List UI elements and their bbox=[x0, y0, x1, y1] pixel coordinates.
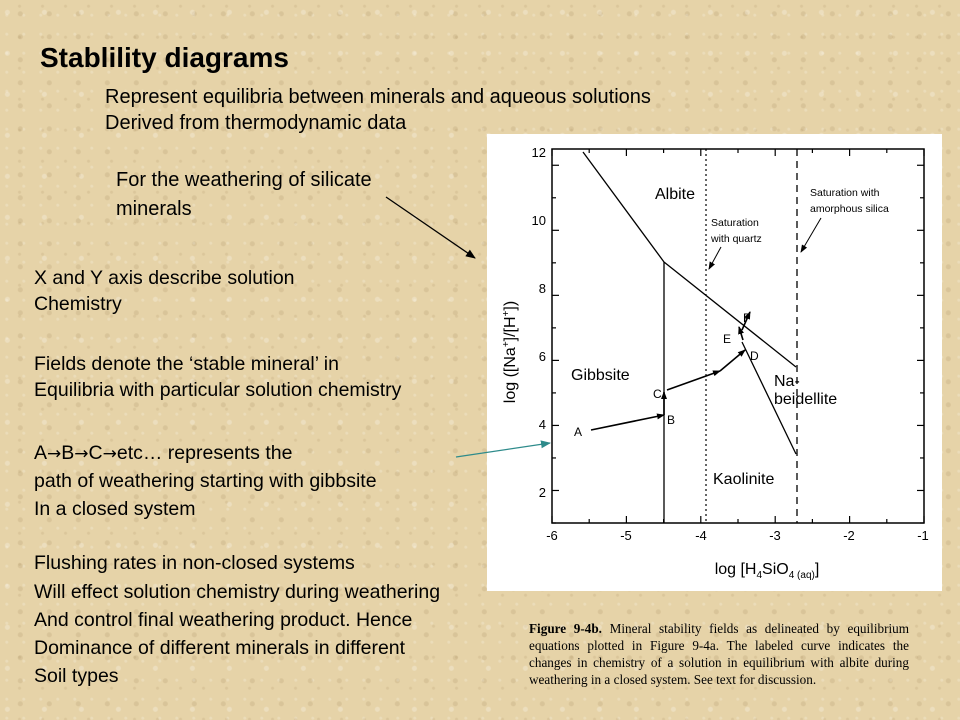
path-pointer-arrow bbox=[456, 443, 550, 457]
ylabel-sup1: + bbox=[501, 341, 512, 348]
fields-line-2: Equilibria with particular solution chemistry bbox=[34, 379, 402, 401]
path-point-a: A bbox=[574, 425, 583, 439]
ylabel-sup2: + bbox=[501, 310, 512, 317]
beidellite-label: beidellite bbox=[774, 391, 838, 408]
y-tick-label: 2 bbox=[538, 485, 546, 500]
x-tick-label: -1 bbox=[917, 528, 929, 543]
y-tick-label: 6 bbox=[538, 349, 546, 364]
x-tick-label: -5 bbox=[620, 528, 632, 543]
xlabel-end: ] bbox=[814, 561, 820, 578]
flush-line-5: Soil types bbox=[34, 665, 119, 687]
fields-line-1: Fields denote the ‘stable mineral’ in bbox=[34, 353, 339, 375]
subtitle-line-1: Represent equilibria between minerals and aqueous solutions bbox=[105, 86, 651, 108]
y-tick-label: 12 bbox=[531, 145, 546, 160]
xlabel-main: log [H bbox=[714, 561, 757, 578]
path-suffix: etc… represents the bbox=[116, 442, 293, 464]
ylabel-end: ]) bbox=[502, 300, 519, 311]
path-line-2: path of weathering starting with gibbsite bbox=[34, 470, 377, 492]
silicate-line-1: For the weathering of silicate bbox=[116, 169, 372, 191]
flush-line-3: And control final weathering product. Hence bbox=[34, 609, 413, 631]
right-arrow-icon: → bbox=[47, 444, 62, 464]
gibbsite-label: Gibbsite bbox=[571, 367, 630, 384]
y-tick-label: 8 bbox=[538, 281, 546, 296]
kaolinite-label: Kaolinite bbox=[713, 471, 775, 488]
xlabel-mid: SiO bbox=[762, 561, 789, 578]
flush-line-1: Flushing rates in non-closed systems bbox=[34, 552, 355, 574]
path-line-3: In a closed system bbox=[34, 498, 196, 520]
flush-line-4: Dominance of different minerals in different bbox=[34, 637, 406, 659]
na-label: Na- bbox=[774, 373, 800, 390]
albite-label: Albite bbox=[655, 186, 696, 203]
path-letter-a: A bbox=[34, 442, 48, 464]
xy-line-2: Chemistry bbox=[34, 293, 122, 315]
amorph-label-2: amorphous silica bbox=[810, 203, 889, 215]
path-point-e: E bbox=[723, 332, 732, 346]
path-point-f: F bbox=[743, 311, 751, 325]
y-tick-label: 10 bbox=[531, 213, 546, 228]
slide-title: Stablility diagrams bbox=[40, 42, 289, 73]
xlabel-sub1: 4 bbox=[756, 570, 763, 581]
path-point-c: C bbox=[653, 387, 662, 401]
xy-line-1: X and Y axis describe solution bbox=[34, 267, 295, 289]
x-tick-label: -6 bbox=[546, 528, 558, 543]
silicate-pointer-arrow bbox=[386, 197, 475, 258]
y-tick-label: 4 bbox=[538, 417, 546, 432]
right-arrow-icon: → bbox=[102, 444, 117, 464]
ylabel-main: log ([Na bbox=[502, 347, 519, 404]
path-letter-b: B bbox=[61, 442, 75, 464]
silicate-line-2: minerals bbox=[116, 198, 192, 220]
ylabel-mid: ]/[H bbox=[502, 316, 519, 342]
caption-label: Figure 9-4b. bbox=[529, 621, 602, 636]
path-point-b: B bbox=[667, 413, 676, 427]
caption-text: Mineral stability fields as delineated by equilibrium equations plotted in Figure 9-4a. The labeled curve indicates the changes in chemistry of a solution in equilibrium with albite during weathering in a closed system. See text for discussion. bbox=[529, 621, 909, 687]
right-arrow-icon: → bbox=[74, 444, 89, 464]
x-tick-label: -4 bbox=[695, 528, 707, 543]
flush-line-2: Will effect solution chemistry during weathering bbox=[34, 581, 441, 603]
path-point-d: D bbox=[750, 349, 759, 363]
quartz-label-2: with quartz bbox=[711, 233, 762, 245]
xlabel-sub2: 4 (aq) bbox=[788, 570, 815, 581]
path-letter-c: C bbox=[88, 442, 103, 464]
amorph-label-1: Saturation with bbox=[810, 187, 880, 199]
figure-caption bbox=[529, 620, 909, 688]
quartz-label-1: Saturation bbox=[711, 217, 759, 229]
subtitle-line-2: Derived from thermodynamic data bbox=[105, 112, 407, 134]
x-tick-label: -2 bbox=[843, 528, 855, 543]
x-tick-label: -3 bbox=[769, 528, 781, 543]
